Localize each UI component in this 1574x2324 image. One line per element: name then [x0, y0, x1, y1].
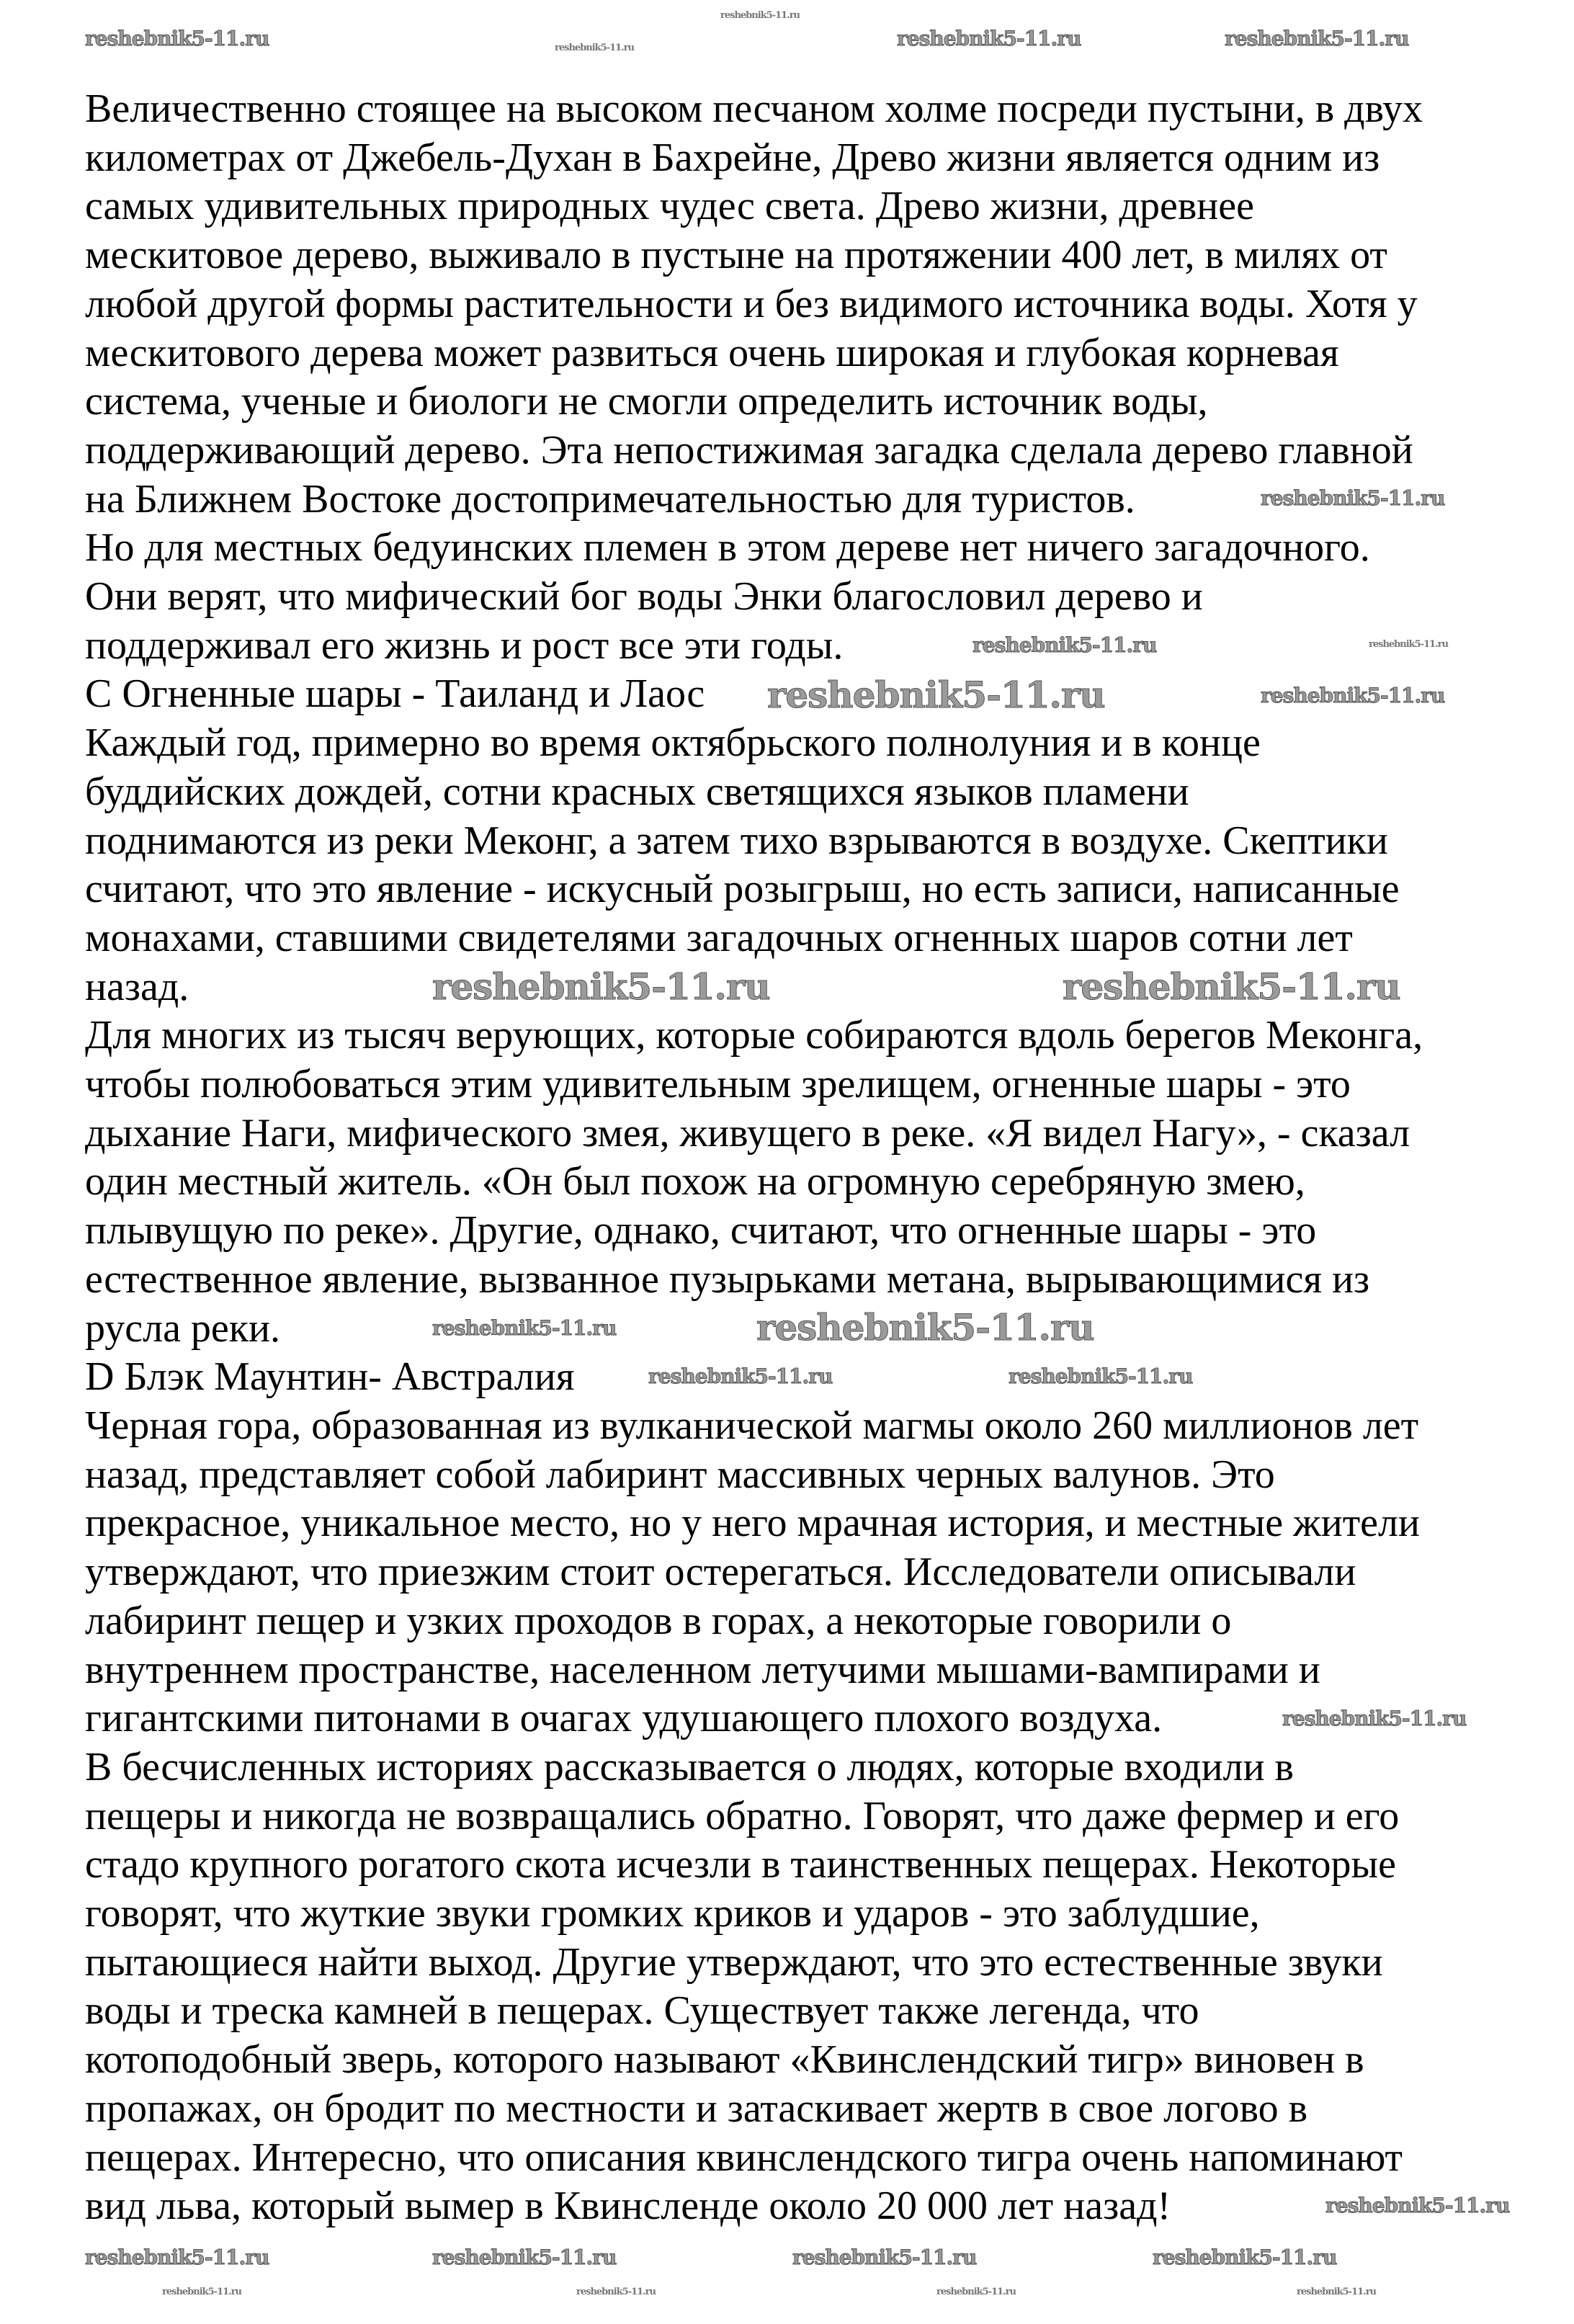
text-line: считают, что это явление - искусный розыгрыш, но есть записи, написанные — [85, 867, 1400, 912]
text-line: поддерживал его жизнь и рост все эти годы. — [85, 622, 844, 668]
watermark: reshebnik5-11.ru — [1153, 2245, 1337, 2269]
text-line: воды и треска камней в пещерах. Существует также легенда, что — [85, 1988, 1199, 2034]
document-body — [85, 85, 1526, 2231]
watermark: reshebnik5-11.ru — [85, 2245, 269, 2269]
text-line: поднимаются из реки Меконг, а затем тихо взрываются в воздухе. Скептики — [85, 818, 1388, 863]
text-line: Величественно стоящее на высоком песчаном холме посреди пустыни, в двух — [85, 86, 1423, 131]
text-line: В бесчисленных историях рассказывается о людях, которые входили в — [85, 1744, 1294, 1789]
text-line: мескитовое дерево, выживало в пустыне на протяжении 400 лет, в милях от — [85, 233, 1387, 278]
text-line: назад, представляет собой лабиринт массивных черных валунов. Это — [85, 1452, 1275, 1497]
text-line: внутреннем пространстве, населенном летучими мышами-вампирами и — [85, 1647, 1320, 1692]
watermark: reshebnik5-11.ru — [1261, 684, 1445, 707]
text-line: Они верят, что мифический бог воды Энки благословил дерево и — [85, 574, 1203, 620]
text-line: буддийских дождей, сотни красных светящихся языков пламени — [85, 769, 1189, 814]
watermark: reshebnik5-11.ru — [162, 2287, 242, 2297]
text-line: D Блэк Маунтин- Австралия — [85, 1354, 575, 1400]
watermark: reshebnik5-11.ru — [792, 2245, 977, 2269]
text-line: на Ближнем Востоке достопримечательностью для туристов. — [85, 476, 1135, 522]
watermark: reshebnik5-11.ru — [1063, 965, 1400, 1008]
text-line: гигантскими питонами в очагах удушающего плохого воздуха. — [85, 1696, 1163, 1741]
watermark: reshebnik5-11.ru — [1282, 1707, 1467, 1730]
text-line: вид льва, который вымер в Квинсленде около 20 000 лет назад! — [85, 2184, 1171, 2229]
text-line: прекрасное, уникальное место, но у него мрачная история, и местные жители — [85, 1501, 1420, 1546]
text-line: утверждают, что приезжим стоит остерегаться. Исследователи описывали — [85, 1550, 1356, 1595]
text-line: назад. — [85, 964, 189, 1009]
text-line: русла реки. — [85, 1305, 280, 1351]
watermark: reshebnik5-11.ru — [1009, 1364, 1193, 1388]
text-line: мескитового дерева может развиться очень широкая и глубокая корневая — [85, 330, 1339, 375]
watermark: reshebnik5-11.ru — [648, 1364, 833, 1388]
watermark: reshebnik5-11.ru — [576, 2287, 656, 2297]
text-line: плывущую по реке». Другие, однако, считают, что огненные шары - это — [85, 1208, 1317, 1253]
watermark: reshebnik5-11.ru — [1297, 2287, 1377, 2297]
watermark: reshebnik5-11.ru — [1225, 27, 1409, 50]
text-line: стадо крупного рогатого скота исчезли в таинственных пещерах. Некоторые — [85, 1842, 1396, 1887]
text-line: пытающиеся найти выход. Другие утверждают, что это естественные звуки — [85, 1939, 1383, 1985]
watermark: reshebnik5-11.ru — [555, 43, 635, 53]
text-line: самых удивительных природных чудес света. Древо жизни, древнее — [85, 184, 1254, 229]
text-line: говорят, что жуткие звуки громких криков и ударов - это заблудшие, — [85, 1891, 1260, 1936]
watermark: reshebnik5-11.ru — [897, 27, 1081, 50]
text-line: пещерах. Интересно, что описания квинслендского тигра очень напоминают — [85, 2135, 1403, 2180]
watermark: reshebnik5-11.ru — [1261, 486, 1445, 510]
watermark: reshebnik5-11.ru — [972, 633, 1157, 657]
text-line: пропажах, он бродит по местности и затаскивает жертв в свое логово в — [85, 2086, 1308, 2131]
text-line: Для многих из тысяч верующих, которые собираются вдоль берегов Меконга, — [85, 1013, 1423, 1058]
text-line: пещеры и никогда не возвращались обратно. Говорят, что даже фермер и его — [85, 1793, 1400, 1838]
watermark: reshebnik5-11.ru — [720, 10, 800, 21]
text-line: естественное явление, вызванное пузырьками метана, вырывающимися из — [85, 1256, 1370, 1302]
watermark: reshebnik5-11.ru — [432, 1316, 617, 1340]
text-line: лабиринт пещер и узких проходов в горах, а некоторые говорили о — [85, 1598, 1232, 1643]
text-line: система, ученые и биологи не смогли определить источник воды, — [85, 379, 1208, 424]
watermark: reshebnik5-11.ru — [1369, 639, 1449, 650]
text-line: Черная гора, образованная из вулканической магмы около 260 миллионов лет — [85, 1403, 1419, 1448]
watermark: reshebnik5-11.ru — [936, 2287, 1016, 2297]
text-line: котоподобный зверь, которого называют «Квинслендский тигр» виновен в — [85, 2037, 1364, 2083]
text-line: дыхание Наги, мифического змея, живущего в реке. «Я видел Нагу», - сказал — [85, 1110, 1410, 1156]
watermark: reshebnik5-11.ru — [1325, 2194, 1510, 2217]
text-line: монахами, ставшими свидетелями загадочных огненных шаров сотни лет — [85, 915, 1353, 960]
text-line: поддерживающий дерево. Эта непостижимая загадка сделала дерево главной — [85, 427, 1413, 473]
watermark: reshebnik5-11.ru — [767, 674, 1105, 716]
text-line: Но для местных бедуинских племен в этом дереве нет ничего загадочного. — [85, 525, 1370, 571]
watermark: reshebnik5-11.ru — [756, 1306, 1094, 1349]
text-line: Каждый год, примерно во время октябрьского полнолуния и в конце — [85, 720, 1261, 766]
text-line: C Огненные шары - Таиланд и Лаос — [85, 671, 705, 717]
text-line: чтобы полюбоваться этим удивительным зрелищем, огненные шары - это — [85, 1062, 1351, 1107]
watermark: reshebnik5-11.ru — [432, 2245, 617, 2269]
text-line: километрах от Джебель-Духан в Бахрейне, Древо жизни является одним из — [85, 135, 1380, 180]
text-line: любой другой формы растительности и без видимого источника воды. Хотя у — [85, 281, 1418, 326]
watermark: reshebnik5-11.ru — [85, 27, 269, 50]
text-line: один местный житель. «Он был похож на огромную серебряную змею, — [85, 1159, 1305, 1205]
watermark: reshebnik5-11.ru — [432, 965, 770, 1008]
